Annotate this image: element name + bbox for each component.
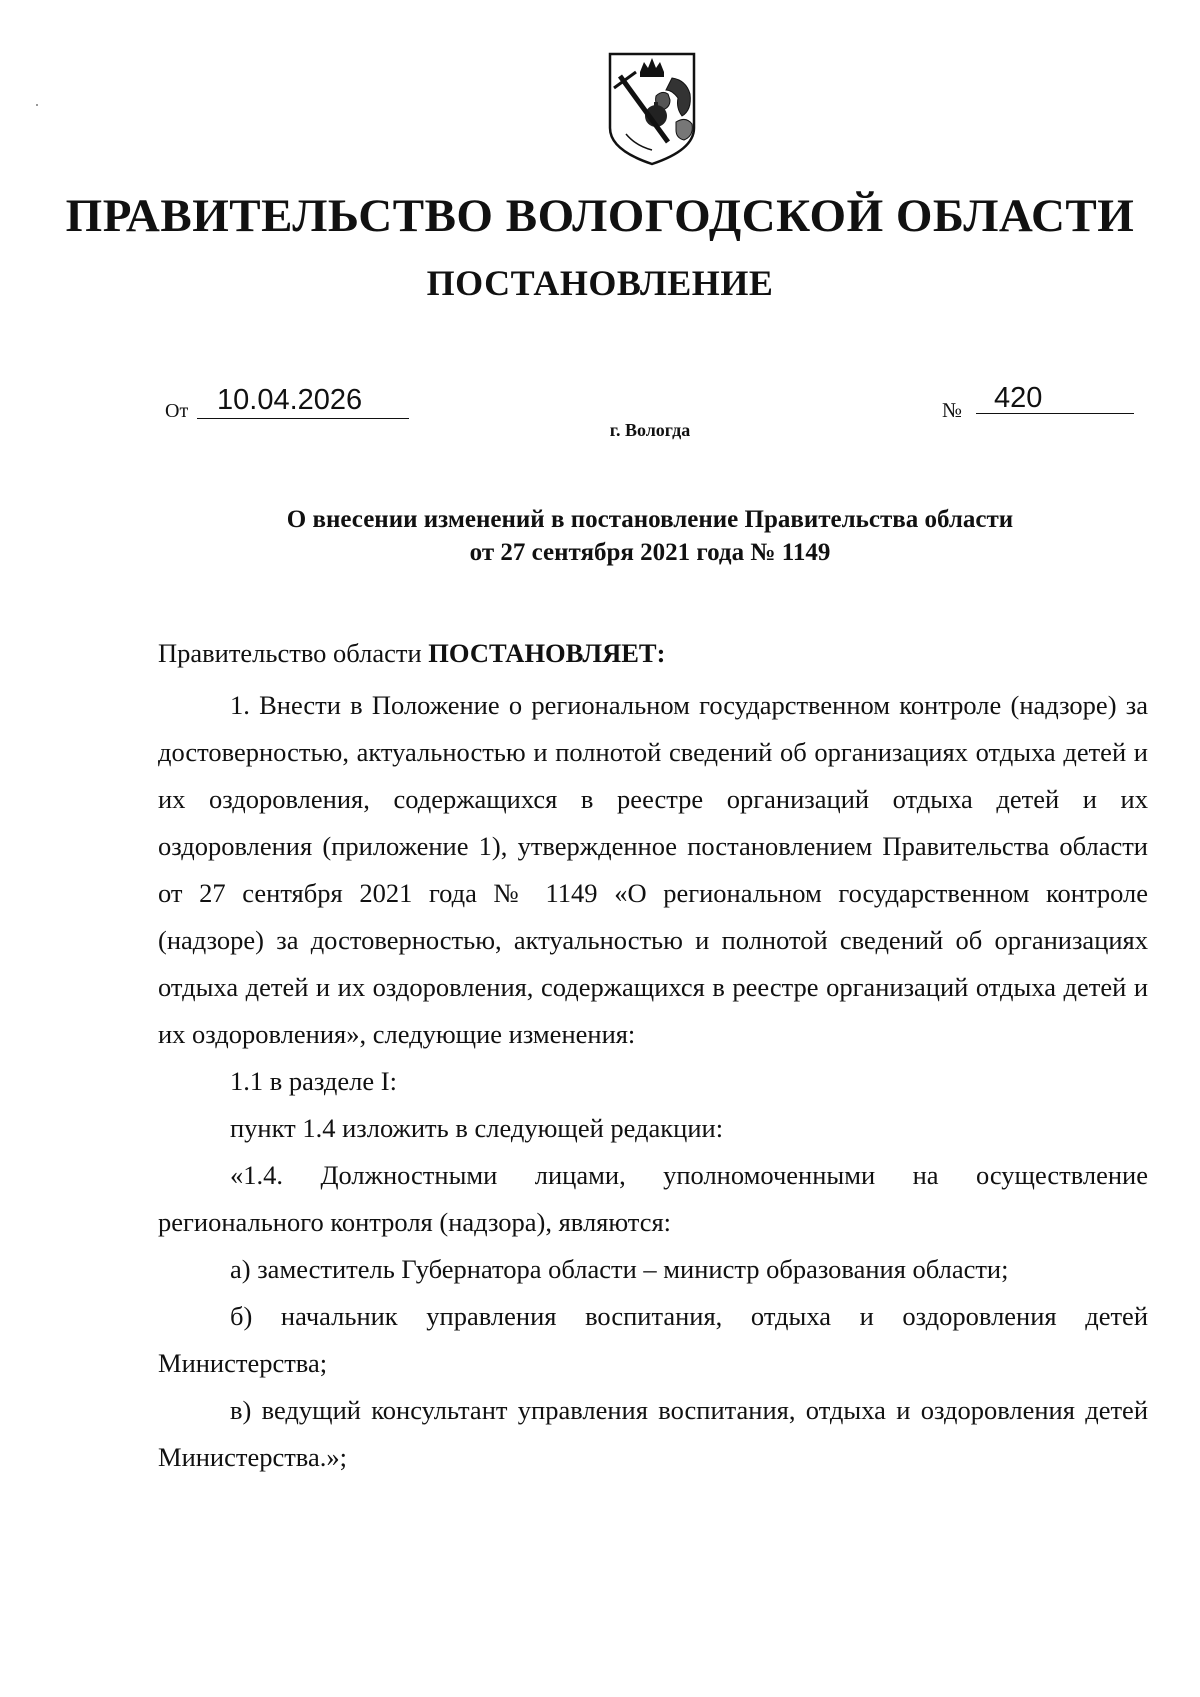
document-body	[158, 630, 1148, 1481]
city: г. Вологда	[609, 420, 691, 440]
coat-of-arms-icon	[606, 50, 698, 168]
lead-resolves: ПОСТАНОВЛЯЕТ:	[428, 638, 666, 668]
date-value: 10.04.2026	[217, 384, 363, 416]
subject-line-1: О внесении изменений в постановление Правительства области	[286, 506, 1014, 533]
number-underline	[976, 413, 1134, 414]
organization-title: ПРАВИТЕЛЬСТВО ВОЛОГОДСКОЙ ОБЛАСТИ	[65, 190, 1135, 242]
document-type: ПОСТАНОВЛЕНИЕ	[426, 263, 774, 303]
paragraph-quote-1-4: «1.4. Должностными лицами, уполномоченными на осуществление регионального контроля (надзора), являются:	[158, 1160, 1148, 1237]
scan-artifact	[36, 104, 38, 106]
paragraph-1: 1. Внести в Положение о региональном государственном контроле (надзоре) за достоверностью, актуальностью и полнотой сведений об организациях отдыха детей и их оздоровления, содержащихся в реестре организаций отдыха детей и их оздоровления (приложение 1), утвержденное постановлением Правительства области от 27 сентября 2021 года № 1149 «О региональном государственном контроле (надзоре) за достоверностью, актуальностью и полнотой сведений об организациях отдыха детей и их оздоровления, содержащихся в реестре организаций отдыха детей и их оздоровления», следующие изменения:	[158, 690, 1148, 1049]
date-prefix: От	[165, 400, 189, 422]
lead-text: Правительство области	[158, 638, 429, 668]
subject-line-2: от 27 сентября 2021 года № 1149	[469, 539, 831, 566]
resolution-lead	[158, 630, 1148, 677]
list-item-b: б) начальник управления воспитания, отдыха и оздоровления детей Министерства;	[158, 1301, 1148, 1378]
paragraph-1-1: 1.1 в разделе I:	[230, 1066, 397, 1096]
document-subject	[150, 503, 1150, 569]
list-item-v: в) ведущий консультант управления воспитания, отдыха и оздоровления детей Министерства.»;	[158, 1395, 1148, 1472]
paragraph-point-1-4: пункт 1.4 изложить в следующей редакции:	[230, 1113, 724, 1143]
number-prefix: №	[942, 398, 963, 422]
number-value: 420	[994, 382, 1043, 414]
date-underline	[197, 418, 409, 419]
list-item-a: а) заместитель Губернатора области – министр образования области;	[230, 1254, 1009, 1284]
